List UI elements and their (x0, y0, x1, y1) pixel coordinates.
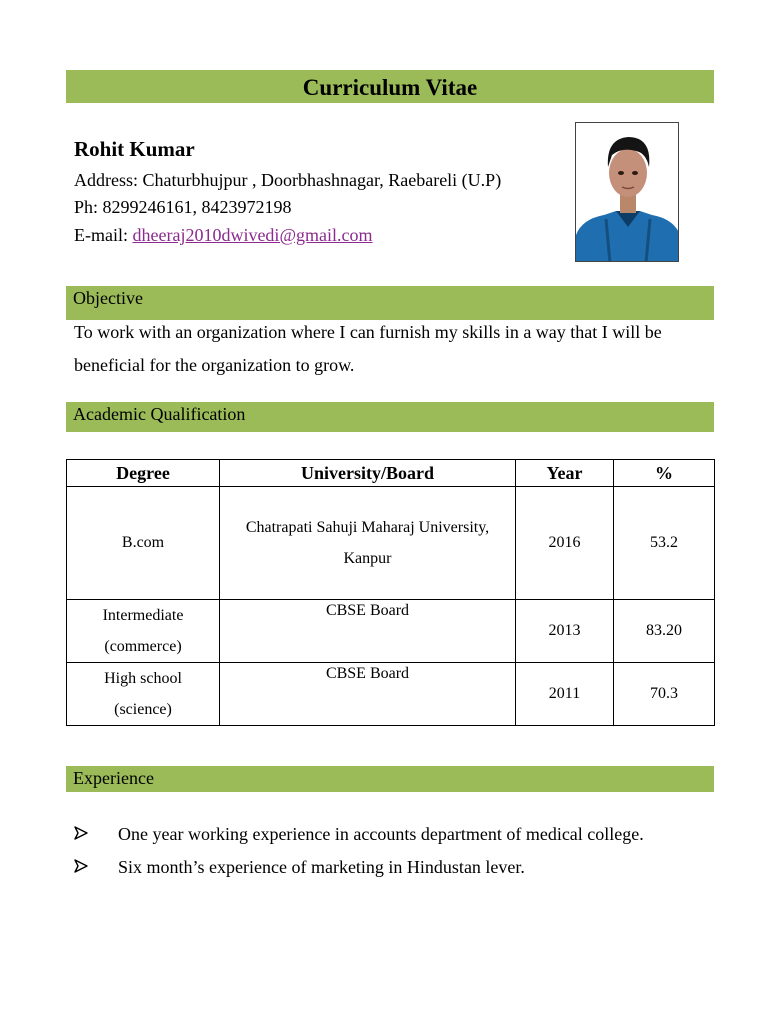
percent-cell: 70.3 (614, 663, 715, 726)
degree-line-2: (commerce) (104, 638, 182, 655)
university-cell (220, 487, 516, 600)
title-bar (66, 70, 714, 103)
degree-line-1: High school (104, 670, 182, 687)
year-cell: 2013 (516, 600, 614, 663)
experience-list (74, 824, 714, 890)
candidate-name: Rohit Kumar (74, 137, 195, 161)
university-cell: CBSE Board (220, 663, 516, 726)
academic-table (66, 459, 715, 726)
academic-heading: Academic Qualification (73, 404, 246, 424)
page-title: Curriculum Vitae (302, 75, 478, 100)
table-header-row (67, 460, 715, 487)
academic-section-bar (66, 402, 714, 432)
list-item (74, 857, 714, 890)
phone-line (74, 197, 292, 218)
email-label: E-mail: (74, 225, 128, 245)
objective-section-bar (66, 286, 714, 320)
email-line (74, 225, 373, 246)
email-link[interactable]: dheeraj2010dwivedi@gmail.com (132, 225, 373, 245)
arrow-bullet-icon (74, 826, 88, 840)
column-header-university: University/Board (220, 460, 516, 487)
arrow-bullet-icon (74, 859, 88, 873)
objective-line-1: To work with an organization where I can furnish my skills in a way that I will be (74, 322, 662, 342)
year-cell: 2011 (516, 663, 614, 726)
university-cell: CBSE Board (220, 600, 516, 663)
column-header-degree: Degree (67, 460, 220, 487)
objective-line-2: beneficial for the organization to grow. (74, 355, 355, 375)
column-header-year: Year (516, 460, 614, 487)
university-line-1: Chatrapati Sahuji Maharaj University, (245, 519, 490, 536)
objective-heading: Objective (73, 288, 143, 308)
list-item (74, 824, 714, 857)
phone-label: Ph: (74, 197, 99, 217)
experience-item-text: One year working experience in accounts department of medical college. (118, 824, 644, 844)
university-line-2: Kanpur (343, 550, 392, 567)
address-label: Address: (74, 170, 138, 190)
percent-cell: 83.20 (614, 600, 715, 663)
address-value: Chaturbhujpur , Doorbhashnagar, Raebareli (U.P) (142, 170, 502, 190)
address-line (74, 170, 501, 191)
table-row (67, 487, 715, 600)
table-row (67, 663, 715, 726)
experience-item-text: Six month’s experience of marketing in Hindustan lever. (118, 857, 525, 877)
column-header-percent: % (614, 460, 715, 487)
degree-line-1: Intermediate (102, 607, 184, 624)
phone-value: 8299246161, 8423972198 (102, 197, 292, 217)
table-row (67, 600, 715, 663)
percent-cell: 53.2 (614, 487, 715, 600)
person-photo-icon (576, 123, 679, 262)
year-cell: 2016 (516, 487, 614, 600)
experience-section-bar (66, 766, 714, 792)
degree-cell (67, 663, 220, 726)
experience-heading: Experience (73, 768, 154, 788)
degree-cell: B.com (67, 487, 220, 600)
degree-cell (67, 600, 220, 663)
profile-photo (575, 122, 679, 262)
degree-line-2: (science) (114, 701, 172, 718)
